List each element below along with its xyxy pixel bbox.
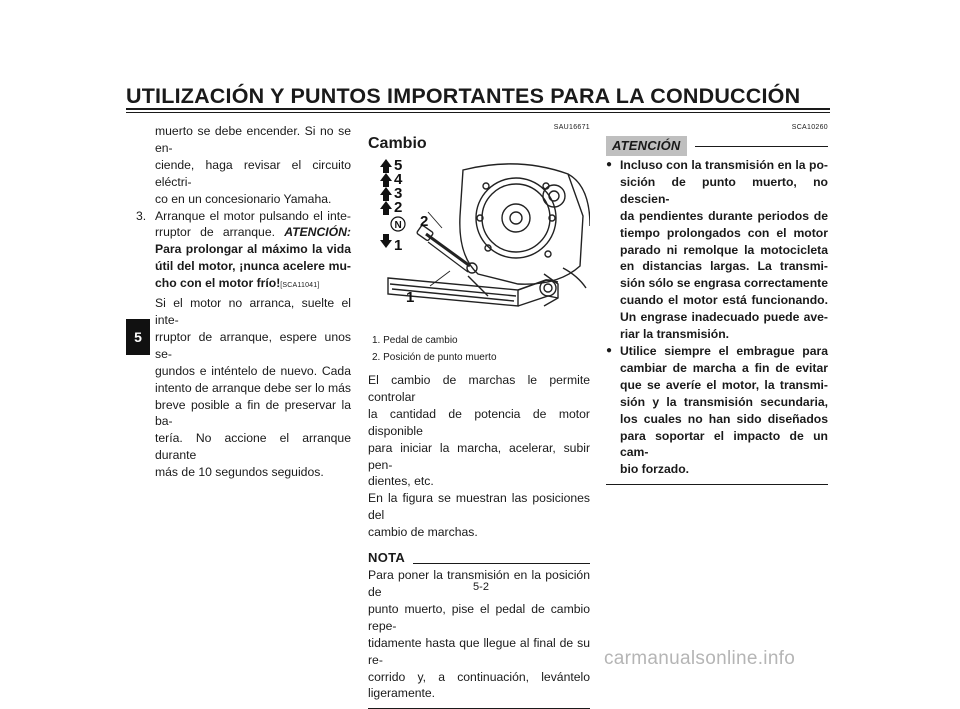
text-line: intento de arranque debe ser lo más: [155, 380, 351, 395]
text-line: breve posible a fin de preservar la ba-: [155, 397, 351, 429]
attention-rule: [695, 146, 828, 147]
text-line: la cantidad de potencia de motor disponible: [368, 406, 590, 438]
text-line: los cuales no han sido diseñados: [620, 411, 828, 426]
gear-label: 3: [394, 185, 403, 202]
text-line: Arranque el motor pulsando el inte-: [155, 208, 351, 223]
text-line: Incluso con la transmisión en la po-: [620, 158, 828, 172]
bullet-item: [606, 343, 828, 478]
text-line: parado ni remolque la motocicleta: [620, 242, 828, 257]
text-line: muerto se debe encender. Si no se en-: [155, 124, 351, 155]
header-rule: [126, 108, 830, 110]
caption: 1. Pedal de cambio: [372, 335, 458, 346]
section-title: Cambio: [368, 135, 427, 152]
caption: 2. Posición de punto muerto: [372, 352, 497, 363]
text-line: tidamente hasta que llegue al final de su re-: [368, 635, 590, 667]
text-line: tería. No accione el arranque durante: [155, 431, 351, 463]
text-line: Para prolongar al máximo la vida: [155, 242, 351, 257]
text-line: para iniciar la marcha, acelerar, subir pen-: [368, 440, 590, 472]
text-line: [155, 224, 351, 241]
text-line: para soportar el impacto de un cam-: [620, 428, 828, 460]
text-span: rruptor de arranque.: [155, 225, 275, 240]
text-line: Un engrase inadecuado puede ave-: [620, 310, 828, 325]
column-right: [606, 123, 828, 485]
text-line: Si el motor no arranca, suelte el inte-: [155, 296, 351, 327]
text-line: rruptor de arranque, espere unos se-: [155, 329, 351, 361]
attention-end-rule: [606, 484, 828, 485]
text-line: Utilice siempre el embrague para: [620, 343, 828, 358]
chapter-tab: 5: [126, 319, 150, 355]
text-line: corrido y, a continuación, levántelo: [368, 669, 590, 684]
text-line: más de 10 segundos seguidos.: [155, 465, 324, 480]
body-text: [368, 372, 590, 541]
shift-pedal-figure: [368, 156, 590, 326]
bullet-icon: ●: [606, 159, 613, 170]
section-code: SAU16671: [553, 124, 590, 131]
text-line: da pendientes durante periodos de: [620, 208, 828, 223]
text-line: sición de punto muerto, no descien-: [620, 174, 828, 206]
note-rule: [413, 563, 590, 564]
text-line: bio forzado.: [620, 462, 690, 477]
note-header: [368, 549, 590, 567]
page-header-title: UTILIZACIÓN Y PUNTOS IMPORTANTES PARA LA CONDUCCIÓN: [126, 84, 801, 108]
text-line: gundos e inténtelo de nuevo. Cada: [155, 363, 351, 378]
text-line: [155, 275, 351, 295]
page-number: 5-2: [473, 581, 489, 593]
text-line: sión y la transmisión secundaria,: [620, 394, 828, 409]
text-line: co en un concesionario Yamaha.: [155, 191, 332, 206]
gear-label: 1: [394, 237, 403, 254]
text-line: sión sólo se engrasa correctamente: [620, 276, 828, 291]
attention-header: [606, 135, 828, 157]
text-line: que se averíe el motor, la transmi-: [620, 377, 828, 392]
text-line: riar la transmisión.: [620, 327, 730, 342]
text-line: En la figura se muestran las posiciones del: [368, 491, 590, 523]
text-line: cuando el motor está funcionando.: [620, 293, 828, 308]
bullet-item: [606, 157, 828, 343]
text-span: cho con el motor frío!: [155, 276, 281, 291]
bullet-icon: ●: [606, 344, 613, 356]
text-line: dientes, etc.: [368, 474, 434, 489]
text-line: ligeramente.: [368, 686, 436, 701]
text-line: en distancias largas. La transmi-: [620, 259, 828, 274]
reference-code: [SCA11041]: [280, 282, 320, 290]
text-line: cambio de marchas.: [368, 525, 478, 540]
attention-label: ATENCIÓN:: [284, 225, 351, 240]
callout-number: 2: [420, 213, 429, 230]
continued-text: [136, 123, 351, 208]
note-label: NOTA: [368, 550, 406, 566]
figure-captions: [368, 332, 590, 366]
section-code: SCA10260: [791, 124, 828, 131]
text-line: tiempo prolongados con el motor: [620, 225, 828, 240]
text-line: ciende, haga revisar el circuito eléctri-: [155, 157, 351, 189]
gear-label: 2: [394, 199, 403, 216]
gear-label: 5: [394, 157, 403, 174]
gear-label: N: [394, 220, 402, 231]
text-line: Para poner la transmisión en la posición de: [368, 568, 590, 599]
engine-illustration: [368, 156, 590, 326]
step-number: 3.: [136, 208, 147, 223]
header-rule-thin: [126, 112, 830, 113]
column-middle: [368, 123, 590, 709]
column-left: [136, 123, 351, 481]
attention-text: [606, 157, 828, 478]
step-3: [136, 208, 351, 482]
text-line: El cambio de marchas le permite controlar: [368, 373, 590, 404]
text-line: punto muerto, pise el pedal de cambio repe-: [368, 601, 590, 633]
attention-badge: ATENCIÓN: [606, 136, 687, 157]
text-line: cambiar de marcha a fin de evitar: [620, 360, 828, 375]
gear-label: 4: [394, 171, 403, 188]
text-line: útil del motor, ¡nunca acelere mu-: [155, 259, 351, 274]
callout-number: 1: [406, 289, 415, 306]
watermark: carmanualsonline.info: [604, 648, 796, 669]
